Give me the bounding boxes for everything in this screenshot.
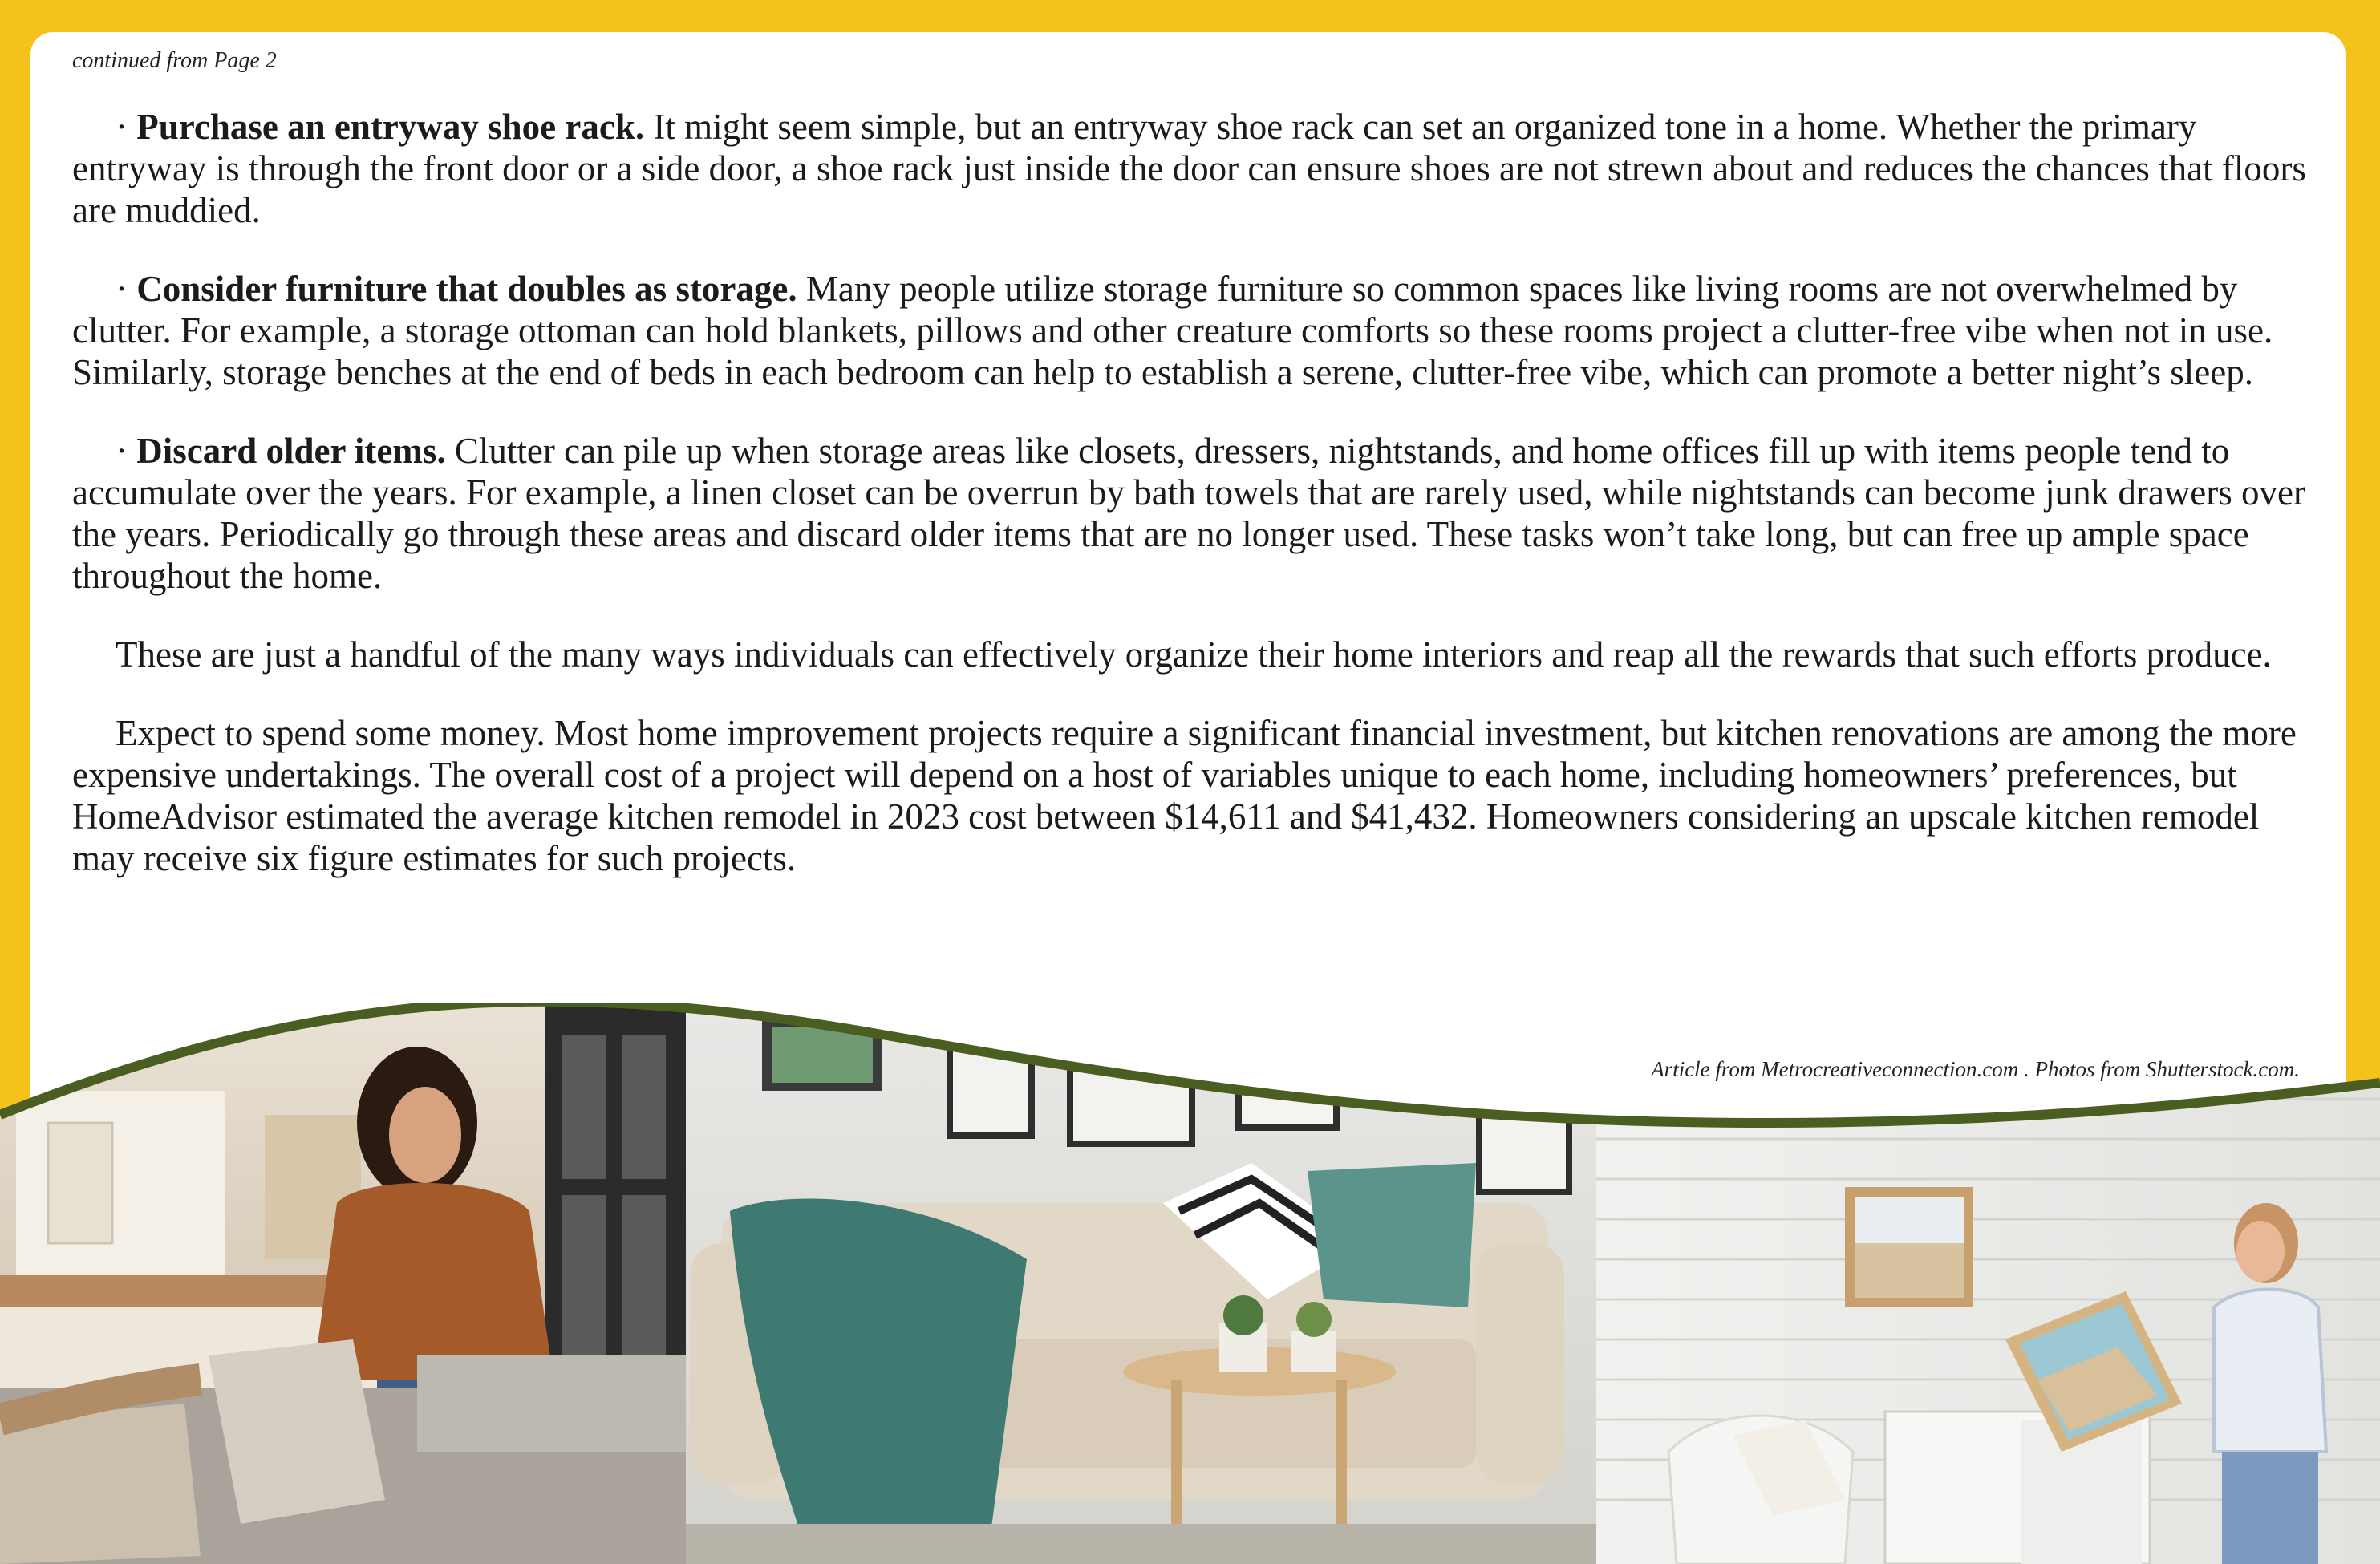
paragraph-summary: These are just a handful of the many ways individuals can effectively organize their home interiors and reap all the rewards that such efforts produce. [116, 634, 2272, 675]
lead-heading: Discard older items. [136, 431, 446, 471]
continued-note: continued from Page 2 [72, 48, 277, 73]
paragraph-storage-furniture: · Consider furniture that doubles as storage. Many people utilize storage furniture so common spaces like living rooms are not overwhelmed by clutter. For example, a storage ottoman can hold blankets, pillows and other creature comforts so these rooms project a clutter-free vibe when not in use. Similarly, storage benches at the end of beds in each bedroom can help to establish a serene, clutter-free vibe, which can promote a better night’s sleep. [72, 269, 2273, 392]
lead-heading: Consider furniture that doubles as storage. [136, 269, 797, 309]
article-body [72, 106, 2326, 916]
paragraph-discard-items: · Discard older items. Clutter can pile up when storage areas like closets, dressers, nightstands, and home offices fill up with items people tend to accumulate over the years. For example, a linen closet can be overrun by bath towels that are rarely used, while nightstands can become junk drawers over the years. Periodically go through these areas and discard older items that are no longer used. These tasks won’t take long, but can free up ample space throughout the home. [72, 431, 2305, 596]
paragraph-kitchen-cost: Expect to spend some money. Most home improvement projects require a significant financial investment, but kitchen renovations are among the more expensive undertakings. The overall cost of a project will depend on a host of variables unique to each home, including homeowners’ preferences, but HomeAdvisor estimated the average kitchen remodel in 2023 cost between $14,611 and $41,432. Homeowners considering an upscale kitchen remodel may receive six figure estimates for such projects. [72, 713, 2297, 878]
paragraph-shoe-rack: · Purchase an entryway shoe rack. It might seem simple, but an entryway shoe rack can set an organized tone in a home. Whether the primary entryway is through the front door or a side door, a shoe rack just inside the door can ensure shoes are not strewn about and reduces the chances that floors are muddied. [72, 107, 2306, 230]
woman-holding-picture-frame-photo [1596, 1003, 2380, 1564]
photo-strip [0, 1003, 2380, 1564]
woman-arranging-pillows-photo [0, 1003, 686, 1564]
living-room-sofa-photo [686, 1003, 1596, 1564]
photo-credit: Article from Metrocreativeconnection.com . Photos from Shutterstock.com. [1651, 1057, 2300, 1081]
lead-heading: Purchase an entryway shoe rack. [136, 107, 645, 147]
